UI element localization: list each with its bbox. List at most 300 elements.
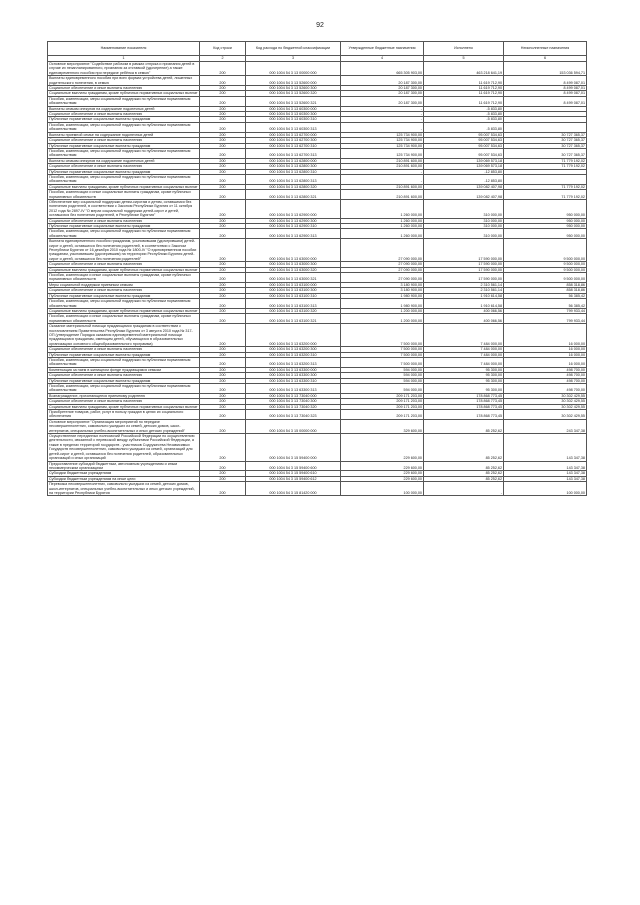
row-approved-cell: 1 260 000,00 bbox=[341, 218, 424, 223]
row-executed-cell: 400 066,56 bbox=[424, 308, 504, 313]
row-name-cell: Приобретение товаров, работ, услуг в пользу граждан в целях их социального обеспечения bbox=[48, 410, 200, 420]
row-name-cell: Социальное обеспечение и иные выплаты населению bbox=[48, 112, 200, 117]
row-kbk-cell: 000 1004 54 3 13 00000 000 bbox=[246, 62, 341, 76]
row-code-cell: 200 bbox=[200, 384, 246, 394]
row-unexecuted-cell: 498 700,00 bbox=[504, 384, 587, 394]
row-unexecuted-cell: 858 318,86 bbox=[504, 282, 587, 287]
row-executed-cell: 95 300,00 bbox=[424, 384, 504, 394]
row-executed-cell: 178 868 773,45 bbox=[424, 393, 504, 398]
row-approved-cell: 209 171 203,00 bbox=[341, 399, 424, 404]
row-kbk-cell: 000 1004 54 3 13 73040 000 bbox=[246, 393, 341, 398]
row-code-cell: 200 bbox=[200, 132, 246, 137]
row-executed-cell: 95 007 534,63 bbox=[424, 143, 504, 148]
row-name-cell: Публичные нормативные социальные выплаты гражданам bbox=[48, 224, 200, 229]
row-kbk-cell: 000 1004 54 3 13 62900 000 bbox=[246, 199, 341, 218]
row-name-cell: Социальное обеспечение и иные выплаты населению bbox=[48, 347, 200, 352]
row-approved-cell: 209 171 203,00 bbox=[341, 404, 424, 409]
row-code-cell: 200 bbox=[200, 267, 246, 272]
row-kbk-cell: 000 1004 54 3 13 63200 300 bbox=[246, 347, 341, 352]
row-executed-cell: 7 484 000,00 bbox=[424, 347, 504, 352]
row-code-cell: 200 bbox=[200, 471, 246, 476]
row-name-cell: Пособия, компенсации, меры социальной поддержки по публичным нормативным обязательствам bbox=[48, 357, 200, 367]
row-kbk-cell: 000 1004 54 3 15 59400 000 bbox=[246, 434, 341, 461]
row-name-cell: Выплаты единовременного пособия при всех формах устройства детей, лишенных родительского попечения, в семью bbox=[48, 76, 200, 86]
row-code-cell: 200 bbox=[200, 282, 246, 287]
row-approved-cell: 209 171 203,00 bbox=[341, 410, 424, 420]
table-row bbox=[48, 190, 587, 200]
row-name-cell: Пособия, компенсации, меры социальной поддержки по публичным нормативным обязательствам bbox=[48, 299, 200, 309]
row-code-cell: 200 bbox=[200, 122, 246, 132]
row-executed-cell: 310 000,00 bbox=[424, 229, 504, 239]
row-approved-cell: 1 980 900,00 bbox=[341, 299, 424, 309]
row-code-cell: 200 bbox=[200, 96, 246, 106]
row-kbk-cell: 000 1004 54 3 15 59400 610 bbox=[246, 471, 341, 476]
row-kbk-cell: 000 1004 54 3 13 73040 320 bbox=[246, 404, 341, 409]
row-name-cell: Социальное обеспечение и иные выплаты населению bbox=[48, 262, 200, 267]
row-kbk-cell: 000 1004 54 3 13 63300 310 bbox=[246, 378, 341, 383]
row-unexecuted-cell bbox=[504, 174, 587, 184]
row-unexecuted-cell: 243 347,38 bbox=[504, 419, 587, 433]
row-kbk-cell: 000 1004 54 3 13 73040 323 bbox=[246, 410, 341, 420]
table-row bbox=[48, 96, 587, 106]
table-row bbox=[48, 410, 587, 420]
row-name-cell: Публичные нормативные социальные выплаты гражданам bbox=[48, 143, 200, 148]
row-code-cell: 200 bbox=[200, 239, 246, 262]
table-row bbox=[48, 174, 587, 184]
row-code-cell: 200 bbox=[200, 262, 246, 267]
row-kbk-cell: 000 1004 54 3 13 63000 000 bbox=[246, 239, 341, 262]
row-name-cell: Основное мероприятие "Организация мероприятий по передаче несовершеннолетних, самовольно ушедших из семей, детских домов, школ-интернатов, специальных учебно-воспитательных и иных детских учреждений" bbox=[48, 419, 200, 433]
row-approved-cell: 209 171 203,00 bbox=[341, 393, 424, 398]
row-executed-cell: 95 300,00 bbox=[424, 378, 504, 383]
row-unexecuted-cell: 71 779 192,02 bbox=[504, 164, 587, 169]
row-executed-cell: 95 007 534,63 bbox=[424, 132, 504, 137]
row-approved-cell: 1 260 000,00 bbox=[341, 229, 424, 239]
row-kbk-cell: 000 1004 54 3 13 63200 310 bbox=[246, 352, 341, 357]
row-unexecuted-cell: 498 700,00 bbox=[504, 367, 587, 372]
header-number: 1 bbox=[48, 56, 200, 62]
row-approved-cell: 229 600,00 bbox=[341, 434, 424, 461]
table-row bbox=[48, 314, 587, 324]
row-approved-cell: 3 180 900,00 bbox=[341, 282, 424, 287]
row-code-cell: 200 bbox=[200, 347, 246, 352]
row-code-cell: 200 bbox=[200, 112, 246, 117]
row-executed-cell: 178 868 773,45 bbox=[424, 404, 504, 409]
row-code-cell: 200 bbox=[200, 148, 246, 158]
row-name-cell: Выплаты семьям опекунов на содержание подопечных детей bbox=[48, 106, 200, 111]
row-name-cell: Социальные выплаты гражданам, кроме публичных нормативных социальных выплат bbox=[49, 308, 198, 313]
row-unexecuted-cell bbox=[504, 122, 587, 132]
table-row bbox=[48, 122, 587, 132]
row-kbk-cell: 000 1004 54 3 13 62900 300 bbox=[246, 218, 341, 223]
row-kbk-cell: 000 1004 54 3 13 63100 300 bbox=[246, 288, 341, 293]
row-executed-cell: 139 069 573,18 bbox=[424, 164, 504, 169]
row-executed-cell: 7 484 000,00 bbox=[424, 357, 504, 367]
row-executed-cell: -12 853,80 bbox=[424, 174, 504, 184]
row-name-cell: Выплата единовременного пособия гражданам, усыновившим (удочерившим) детей-сирот и детей, оставшихся без попечения родителей, в соответствии с Законом Республики Бурятия от 16 декабря 2010 года № 1800-IV "О единовременном пособии гражданам, усыновившим (удочерившим) на территории Республики Бурятия детей-сирот и детей, оставшихся без попечения родителей" bbox=[48, 239, 200, 262]
row-unexecuted-cell: 71 779 192,02 bbox=[504, 158, 587, 163]
row-approved-cell: 100 000,00 bbox=[341, 482, 424, 496]
row-kbk-cell: 000 1004 54 3 13 62800 000 bbox=[246, 158, 341, 163]
row-name-cell: Субсидии бюджетным учреждениям bbox=[48, 471, 200, 476]
row-kbk-cell: 000 1004 54 3 13 62700 310 bbox=[246, 143, 341, 148]
table-row bbox=[48, 482, 587, 496]
row-name-cell: Пособия, компенсации, меры социальной поддержки по публичным нормативным обязательствам bbox=[48, 122, 200, 132]
row-code-cell: 200 bbox=[200, 174, 246, 184]
row-unexecuted-cell: 16 000,00 bbox=[504, 357, 587, 367]
row-approved-cell: 125 734 900,00 bbox=[341, 138, 424, 143]
row-executed-cell: 17 590 000,00 bbox=[424, 273, 504, 283]
row-kbk-cell: 000 1004 54 3 13 63300 313 bbox=[246, 384, 341, 394]
row-name-cell: Социальные выплаты гражданам, кроме публичных нормативных социальных выплат bbox=[49, 404, 198, 409]
row-executed-cell: 11 619 712,90 bbox=[424, 96, 504, 106]
row-unexecuted-cell: 16 000,00 bbox=[504, 324, 587, 347]
row-kbk-cell: 000 1004 54 3 13 62800 310 bbox=[246, 169, 341, 174]
row-unexecuted-cell: 30 727 365,37 bbox=[504, 143, 587, 148]
row-code-cell: 200 bbox=[200, 314, 246, 324]
header-code: Код строки bbox=[200, 42, 246, 56]
row-name-cell: Оказание материальной помощи нуждающимся гражданам в соответствии с постановлением Правительства Республики Бурятия от 3 августа 2010 года № 317-ОП (утверждение Порядка оказания единовременной материальной помощи нуждающимся гражданам, имеющим детей, обучающихся в образовательных организациях основного общеобразовательного программа) bbox=[48, 324, 200, 347]
row-kbk-cell: 000 1004 54 3 13 62700 300 bbox=[246, 138, 341, 143]
row-code-cell: 200 bbox=[200, 224, 246, 229]
row-approved-cell: 665 305 903,00 bbox=[341, 62, 424, 76]
row-code-cell: 200 bbox=[200, 299, 246, 309]
row-name-cell: Публичные нормативные социальные выплаты гражданам bbox=[48, 378, 200, 383]
row-unexecuted-cell: 9 500 000,00 bbox=[504, 267, 587, 272]
row-kbk-cell: 000 1004 54 3 13 52600 300 bbox=[246, 86, 341, 91]
row-executed-cell: 17 590 000,00 bbox=[424, 267, 504, 272]
row-executed-cell: 17 590 000,00 bbox=[424, 239, 504, 262]
row-unexecuted-cell: 30 302 429,55 bbox=[504, 399, 587, 404]
row-executed-cell: 7 484 000,00 bbox=[424, 352, 504, 357]
row-approved-cell: 1 200 000,00 bbox=[341, 308, 424, 313]
row-unexecuted-cell: 950 000,00 bbox=[504, 199, 587, 218]
table-row bbox=[48, 384, 587, 394]
row-kbk-cell: 000 1004 54 3 13 60300 300 bbox=[246, 112, 341, 117]
row-approved-cell: - bbox=[341, 174, 424, 184]
row-unexecuted-cell: 143 347,38 bbox=[504, 471, 587, 476]
row-code-cell: 200 bbox=[200, 91, 246, 96]
row-name-cell: Вознаграждение, причитающееся приемному родителю bbox=[48, 393, 200, 398]
row-kbk-cell: 000 1004 54 3 13 62800 320 bbox=[246, 184, 341, 189]
row-code-cell: 200 bbox=[200, 190, 246, 200]
row-name-cell: Социальные выплаты гражданам, кроме публичных нормативных социальных выплат bbox=[49, 267, 198, 272]
row-approved-cell: 20 187 300,00 bbox=[341, 91, 424, 96]
row-name-cell: Социальные выплаты гражданам, кроме публичных нормативных социальных выплат bbox=[49, 184, 198, 189]
row-approved-cell: 27 090 000,00 bbox=[341, 273, 424, 283]
row-name-cell: Социальное обеспечение и иные выплаты населению bbox=[48, 288, 200, 293]
row-kbk-cell: 000 1004 54 3 13 62800 321 bbox=[246, 190, 341, 200]
table-body bbox=[48, 62, 587, 496]
row-kbk-cell: 000 1004 54 3 13 52600 321 bbox=[246, 96, 341, 106]
row-name-cell: Социальное обеспечение и иные выплаты населению bbox=[48, 399, 200, 404]
row-name-cell: Компенсация за наем в жилищном фонде нуждающимся семьям bbox=[48, 367, 200, 372]
row-approved-cell: 210 891 600,00 bbox=[341, 184, 424, 189]
row-approved-cell: 594 000,00 bbox=[341, 384, 424, 394]
table-row bbox=[48, 148, 587, 158]
row-name-cell: Осуществление переданных полномочий Российской Федерации по осуществлению деятельности, связанной с перевозкой между субъектами Российской Федерации, а также в пределах территорий государств - участников Содружества Независимых Государств несовершеннолетних, самовольно ушедших из семей, организаций для детей-сирот и детей, оставшихся без попечения родителей, образовательных организаций и иных организаций bbox=[48, 434, 200, 461]
row-kbk-cell: 000 1004 54 3 13 62900 310 bbox=[246, 224, 341, 229]
header-number: 6 bbox=[504, 56, 587, 62]
row-name-cell: Социальное обеспечение и иные выплаты населению bbox=[48, 373, 200, 378]
row-code-cell: 200 bbox=[200, 324, 246, 347]
row-code-cell: 200 bbox=[200, 308, 246, 313]
table-row bbox=[48, 461, 587, 471]
row-executed-cell: 310 000,00 bbox=[424, 224, 504, 229]
row-approved-cell: - bbox=[341, 169, 424, 174]
row-executed-cell: - bbox=[424, 482, 504, 496]
row-approved-cell: 229 600,00 bbox=[341, 471, 424, 476]
row-kbk-cell: 000 1004 54 3 13 63100 000 bbox=[246, 282, 341, 287]
row-executed-cell: 85 252,62 bbox=[424, 434, 504, 461]
row-executed-cell: 310 000,00 bbox=[424, 199, 504, 218]
row-code-cell: 200 bbox=[200, 461, 246, 471]
row-code-cell: 200 bbox=[200, 158, 246, 163]
row-name-cell: Пособия, компенсации, меры социальной поддержки по публичным нормативным обязательствам bbox=[48, 229, 200, 239]
row-approved-cell: 1 260 000,00 bbox=[341, 199, 424, 218]
row-executed-cell: -12 853,80 bbox=[424, 169, 504, 174]
row-kbk-cell: 000 1004 54 3 13 52600 000 bbox=[246, 76, 341, 86]
row-kbk-cell: 000 1004 54 3 13 62700 000 bbox=[246, 132, 341, 137]
row-executed-cell: 11 619 712,90 bbox=[424, 76, 504, 86]
row-executed-cell: 85 252,62 bbox=[424, 476, 504, 481]
row-name-cell: Пособия, компенсации, меры социальной поддержки по публичным нормативным обязательствам bbox=[48, 384, 200, 394]
row-kbk-cell: 000 1004 54 3 13 62700 313 bbox=[246, 148, 341, 158]
row-approved-cell: - bbox=[341, 106, 424, 111]
row-kbk-cell: 000 1004 54 3 13 62900 313 bbox=[246, 229, 341, 239]
row-approved-cell: 1 260 000,00 bbox=[341, 224, 424, 229]
row-approved-cell: 27 090 000,00 bbox=[341, 239, 424, 262]
row-code-cell: 200 bbox=[200, 373, 246, 378]
row-executed-cell: 178 868 773,45 bbox=[424, 399, 504, 404]
row-executed-cell: 17 590 000,00 bbox=[424, 262, 504, 267]
row-approved-cell: - bbox=[341, 117, 424, 122]
row-executed-cell: 11 619 712,90 bbox=[424, 86, 504, 91]
row-name-cell: Социальное обеспечение и иные выплаты населению bbox=[48, 218, 200, 223]
row-unexecuted-cell: 498 700,00 bbox=[504, 373, 587, 378]
row-name-cell: Социальное обеспечение и иные выплаты населению bbox=[48, 164, 200, 169]
row-unexecuted-cell: 16 000,00 bbox=[504, 352, 587, 357]
row-executed-cell: 139 082 407,98 bbox=[424, 190, 504, 200]
row-name-cell: Социальное обеспечение и иные выплаты населению bbox=[48, 138, 200, 143]
page-number: 92 bbox=[316, 22, 324, 29]
row-name-cell: Перевозка несовершеннолетних, самовольно ушедших из семей, детских домов, школ-интернатов, специальных учебно-воспитательных и иных детских учреждений, на территории Республики Бурятия bbox=[48, 482, 200, 496]
row-unexecuted-cell: 30 727 365,37 bbox=[504, 132, 587, 137]
table-row bbox=[48, 199, 587, 218]
row-approved-cell: - bbox=[341, 112, 424, 117]
row-name-cell: Пособия, компенсации и иные социальные выплаты гражданам, кроме публичных нормативных обязательств bbox=[48, 190, 200, 200]
row-approved-cell: 125 734 900,00 bbox=[341, 143, 424, 148]
row-kbk-cell: 000 1004 54 3 13 63200 313 bbox=[246, 357, 341, 367]
row-approved-cell: 229 600,00 bbox=[341, 461, 424, 471]
table-row bbox=[48, 419, 587, 433]
row-unexecuted-cell: 9 500 000,00 bbox=[504, 239, 587, 262]
row-executed-cell: 85 252,62 bbox=[424, 471, 504, 476]
row-code-cell: 200 bbox=[200, 434, 246, 461]
row-executed-cell: 85 252,62 bbox=[424, 461, 504, 471]
row-unexecuted-cell: 71 779 192,02 bbox=[504, 190, 587, 200]
row-executed-cell: 95 300,00 bbox=[424, 367, 504, 372]
row-name-cell: Публичные нормативные социальные выплаты гражданам bbox=[48, 293, 200, 298]
row-unexecuted-cell: 9 500 000,00 bbox=[504, 262, 587, 267]
row-executed-cell: 1 910 614,58 bbox=[424, 299, 504, 309]
row-unexecuted-cell: 143 347,38 bbox=[504, 461, 587, 471]
table-row bbox=[48, 273, 587, 283]
budget-table bbox=[47, 41, 587, 496]
row-executed-cell: 11 619 712,90 bbox=[424, 91, 504, 96]
row-executed-cell: 310 000,00 bbox=[424, 218, 504, 223]
row-unexecuted-cell: 8 499 087,01 bbox=[504, 86, 587, 91]
row-unexecuted-cell: 56 385,42 bbox=[504, 293, 587, 298]
row-kbk-cell: 000 1004 54 3 13 52600 320 bbox=[246, 91, 341, 96]
row-code-cell: 200 bbox=[200, 199, 246, 218]
header-executed: Исполнено bbox=[424, 42, 504, 56]
row-executed-cell: 400 066,56 bbox=[424, 314, 504, 324]
row-executed-cell: -5 833,80 bbox=[424, 117, 504, 122]
row-executed-cell: 139 069 573,18 bbox=[424, 158, 504, 163]
row-approved-cell: 210 891 600,00 bbox=[341, 158, 424, 163]
row-kbk-cell: 000 1004 54 3 13 63000 320 bbox=[246, 267, 341, 272]
row-name-cell: Публичные нормативные социальные выплаты гражданам bbox=[48, 169, 200, 174]
row-unexecuted-cell: 143 347,38 bbox=[504, 434, 587, 461]
row-unexecuted-cell: 71 779 192,02 bbox=[504, 184, 587, 189]
row-name-cell: Пособия, компенсации, меры социальной поддержки по публичным нормативным обязательствам bbox=[48, 96, 200, 106]
row-unexecuted-cell: 858 318,86 bbox=[504, 288, 587, 293]
row-name-cell: Пособия, компенсации и иные социальные выплаты гражданам, кроме публичных нормативных обязательств bbox=[48, 314, 200, 324]
row-code-cell: 200 bbox=[200, 218, 246, 223]
row-kbk-cell: 000 1004 54 3 13 63300 000 bbox=[246, 367, 341, 372]
table-row bbox=[48, 229, 587, 239]
row-code-cell: 200 bbox=[200, 169, 246, 174]
row-approved-cell: 27 090 000,00 bbox=[341, 262, 424, 267]
row-unexecuted-cell: 950 000,00 bbox=[504, 224, 587, 229]
row-code-cell: 200 bbox=[200, 106, 246, 111]
row-approved-cell: 229 600,00 bbox=[341, 476, 424, 481]
row-code-cell: 200 bbox=[200, 62, 246, 76]
row-code-cell: 200 bbox=[200, 76, 246, 86]
row-kbk-cell: 000 1004 54 3 13 63300 300 bbox=[246, 373, 341, 378]
row-name-cell: Выплаты семьям опекунов на содержание подопечных детей bbox=[48, 158, 200, 163]
row-code-cell: 200 bbox=[200, 184, 246, 189]
row-unexecuted-cell: 30 302 429,55 bbox=[504, 404, 587, 409]
row-approved-cell: 20 187 300,00 bbox=[341, 96, 424, 106]
row-code-cell: 200 bbox=[200, 482, 246, 496]
row-approved-cell: 594 000,00 bbox=[341, 367, 424, 372]
row-code-cell: 200 bbox=[200, 476, 246, 481]
row-kbk-cell: 000 1004 54 3 15 59400 600 bbox=[246, 461, 341, 471]
row-code-cell: 200 bbox=[200, 399, 246, 404]
row-unexecuted-cell: 9 500 000,00 bbox=[504, 273, 587, 283]
row-kbk-cell: 000 1004 54 3 15 00000 000 bbox=[246, 419, 341, 433]
row-code-cell: 200 bbox=[200, 357, 246, 367]
row-kbk-cell: 000 1004 54 3 13 60300 313 bbox=[246, 122, 341, 132]
row-executed-cell: -5 833,80 bbox=[424, 112, 504, 117]
row-kbk-cell: 000 1004 54 3 13 63100 310 bbox=[246, 293, 341, 298]
row-approved-cell: 3 180 900,00 bbox=[341, 288, 424, 293]
header-kbk: Код расхода по бюджетной классификации bbox=[246, 42, 341, 56]
row-code-cell: 200 bbox=[200, 352, 246, 357]
row-approved-cell: 27 090 000,00 bbox=[341, 267, 424, 272]
row-code-cell: 200 bbox=[200, 367, 246, 372]
row-code-cell: 200 bbox=[200, 86, 246, 91]
row-name-cell: Субсидии бюджетным учреждениям на иные цели bbox=[48, 476, 200, 481]
row-executed-cell: 95 007 534,63 bbox=[424, 138, 504, 143]
row-executed-cell: -5 833,80 bbox=[424, 106, 504, 111]
row-name-cell: Выплаты приемной семье на содержание подопечных детей bbox=[48, 132, 200, 137]
row-approved-cell: 7 500 000,00 bbox=[341, 347, 424, 352]
row-name-cell: Публичные нормативные социальные выплаты гражданам bbox=[48, 117, 200, 122]
row-kbk-cell: 000 1004 54 3 13 63100 321 bbox=[246, 314, 341, 324]
header-row bbox=[48, 42, 587, 56]
row-kbk-cell: 000 1004 54 3 13 73040 300 bbox=[246, 399, 341, 404]
row-name-cell: Обеспечение мер социальной поддержки детям-сиротам и детям, оставшимся без попечения родителей, в соответствии с Законом Республики Бурятия от 11 октября 2012 года № 2897-IV "О мерах социальной поддержки детей-сирот и детей, оставшихся без попечения родителей, в Республике Бурятия" bbox=[48, 199, 200, 218]
row-name-cell: Социальные выплаты гражданам, кроме публичных нормативных социальных выплат bbox=[49, 91, 198, 96]
row-approved-cell: 210 891 600,00 bbox=[341, 164, 424, 169]
row-approved-cell: 1 200 000,00 bbox=[341, 314, 424, 324]
row-code-cell: 200 bbox=[200, 288, 246, 293]
row-executed-cell: 139 082 407,98 bbox=[424, 184, 504, 189]
row-approved-cell: 7 500 000,00 bbox=[341, 357, 424, 367]
row-kbk-cell: 000 1004 54 3 15 81420 000 bbox=[246, 482, 341, 496]
row-approved-cell: 329 600,00 bbox=[341, 419, 424, 433]
row-executed-cell: 85 252,62 bbox=[424, 419, 504, 433]
row-approved-cell: 125 734 900,00 bbox=[341, 132, 424, 137]
row-executed-cell: 178 868 773,45 bbox=[424, 410, 504, 420]
row-name-cell: Публичные нормативные социальные выплаты гражданам bbox=[48, 352, 200, 357]
row-unexecuted-cell: 153 036 594,71 bbox=[504, 62, 587, 76]
row-code-cell: 200 bbox=[200, 164, 246, 169]
row-name-cell: Социальное обеспечение и иные выплаты населению bbox=[48, 86, 200, 91]
row-name-cell: Пособия, компенсации, меры социальной поддержки по публичным нормативным обязательствам bbox=[48, 174, 200, 184]
row-unexecuted-cell: 16 000,00 bbox=[504, 347, 587, 352]
row-approved-cell: 20 187 300,00 bbox=[341, 76, 424, 86]
header-number: 2 bbox=[200, 56, 246, 62]
table-row bbox=[48, 239, 587, 262]
row-approved-cell: 7 500 000,00 bbox=[341, 352, 424, 357]
header-number: 5 bbox=[424, 56, 504, 62]
header-number: 3 bbox=[246, 56, 341, 62]
row-unexecuted-cell: 56 385,42 bbox=[504, 299, 587, 309]
row-approved-cell: 594 000,00 bbox=[341, 373, 424, 378]
table-row bbox=[48, 357, 587, 367]
row-code-cell: 200 bbox=[200, 273, 246, 283]
table-row bbox=[48, 434, 587, 461]
row-executed-cell: 7 484 000,00 bbox=[424, 324, 504, 347]
row-code-cell: 200 bbox=[200, 378, 246, 383]
row-kbk-cell: 000 1004 54 3 13 63100 320 bbox=[246, 308, 341, 313]
row-kbk-cell: 000 1004 54 3 13 63000 300 bbox=[246, 262, 341, 267]
row-kbk-cell: 000 1004 54 3 15 59400 612 bbox=[246, 476, 341, 481]
row-name-cell: Предоставление субсидий бюджетным, автономным учреждениям и иным некоммерческим организациям bbox=[48, 461, 200, 471]
row-code-cell: 200 bbox=[200, 117, 246, 122]
header-name: Наименование показателя bbox=[48, 42, 200, 56]
row-code-cell: 200 bbox=[200, 419, 246, 433]
table-row bbox=[48, 299, 587, 309]
row-executed-cell: 95 007 534,63 bbox=[424, 148, 504, 158]
row-kbk-cell: 000 1004 54 3 13 63200 000 bbox=[246, 324, 341, 347]
header-approved: Утвержденные бюджетные назначения bbox=[341, 42, 424, 56]
row-approved-cell: 20 187 300,00 bbox=[341, 86, 424, 91]
row-executed-cell: 463 218 641,19 bbox=[424, 62, 504, 76]
row-executed-cell: 2 310 561,14 bbox=[424, 288, 504, 293]
row-kbk-cell: 000 1004 54 3 13 63000 321 bbox=[246, 273, 341, 283]
row-executed-cell: 95 300,00 bbox=[424, 373, 504, 378]
row-code-cell: 200 bbox=[200, 138, 246, 143]
row-code-cell: 200 bbox=[200, 143, 246, 148]
row-unexecuted-cell: 30 727 365,37 bbox=[504, 138, 587, 143]
row-unexecuted-cell: 100 000,00 bbox=[504, 482, 587, 496]
row-name-cell: Меры социальной поддержки приемным семьям bbox=[48, 282, 200, 287]
